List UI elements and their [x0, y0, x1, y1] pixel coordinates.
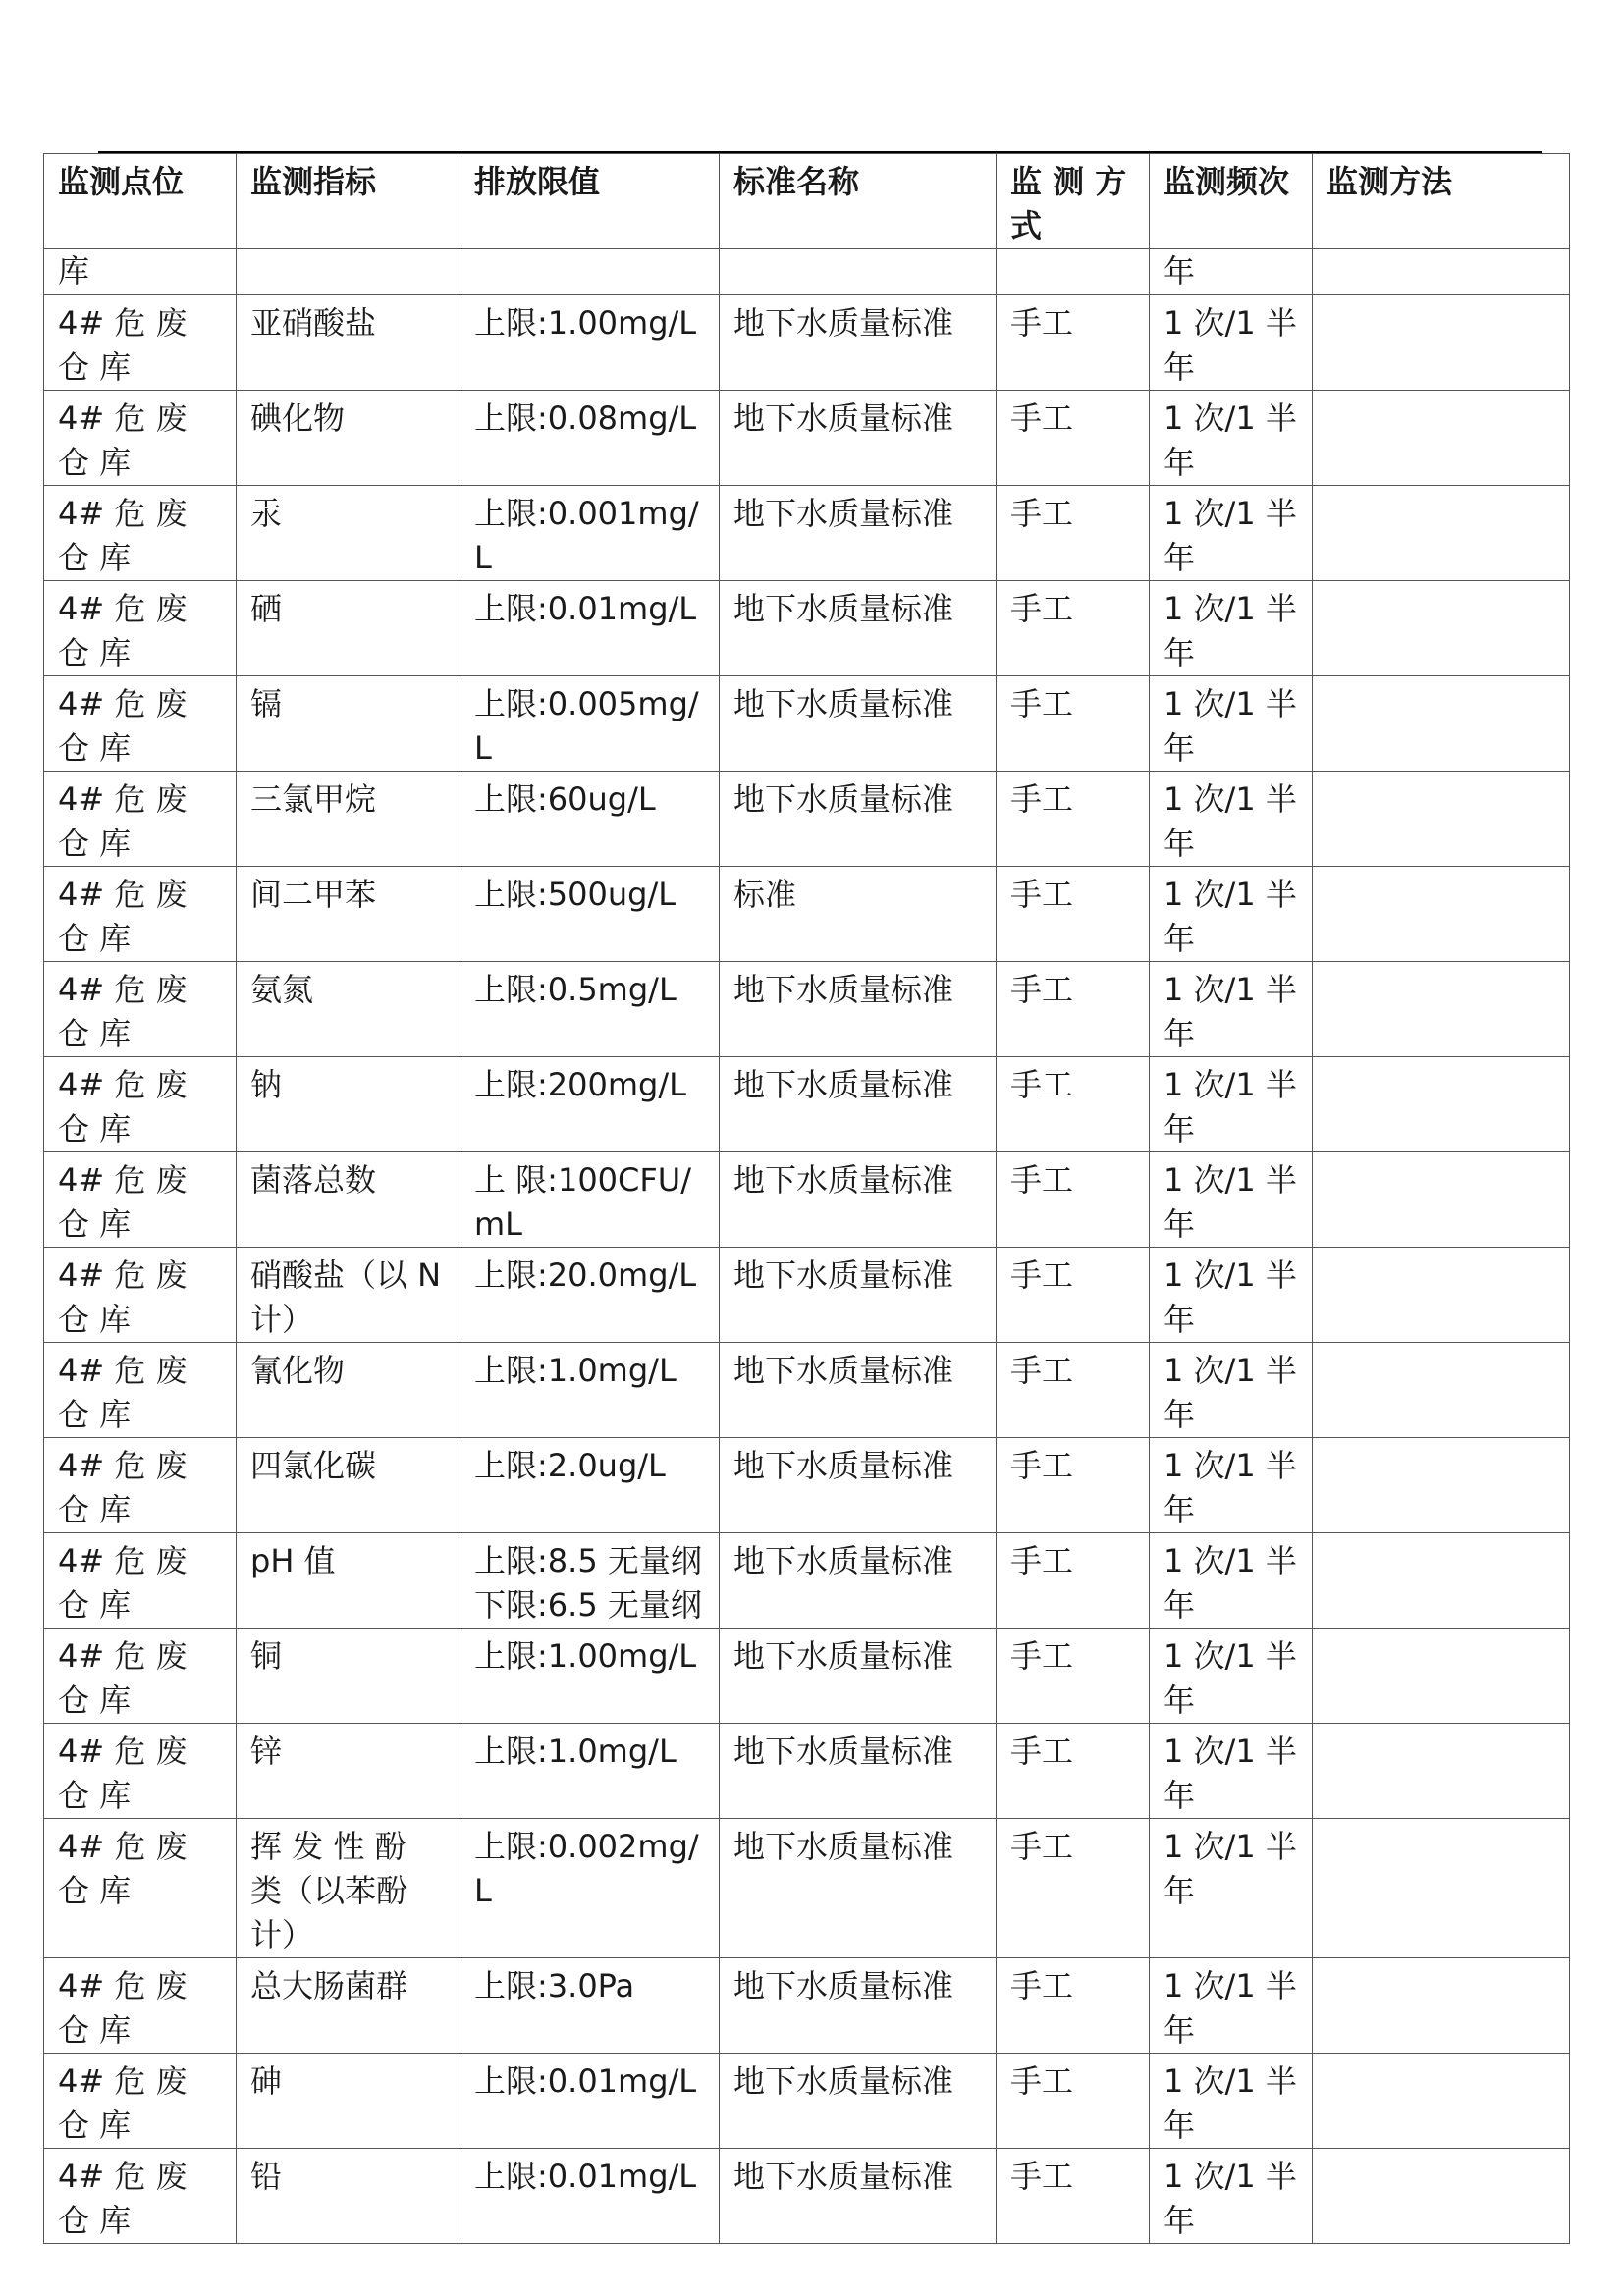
table-row [44, 1533, 1570, 1629]
cell-standard: 地下水质量标准 [720, 486, 997, 581]
cell-limit: 上限:0.002mg/L [460, 1819, 720, 1958]
cell-limit: 上限:0.001mg/L [460, 486, 720, 581]
cell-method-type: 手工 [997, 2149, 1150, 2244]
cell-indicator: 锌 [237, 1724, 460, 1819]
cell-location: 4# 危 废 仓 库 [44, 1438, 237, 1533]
cell-method-type: 手工 [997, 1958, 1150, 2054]
cell-method [1313, 249, 1570, 295]
cell-indicator: 汞 [237, 486, 460, 581]
table-row [44, 1819, 1570, 1958]
cell-method-type: 手工 [997, 1724, 1150, 1819]
table-row [44, 1248, 1570, 1343]
table-row [44, 1057, 1570, 1152]
table-row [44, 1152, 1570, 1248]
cell-indicator: 砷 [237, 2054, 460, 2149]
cell-limit: 上限:1.00mg/L [460, 1629, 720, 1724]
cell-method [1313, 2149, 1570, 2244]
table-row [44, 581, 1570, 676]
table-row [44, 2054, 1570, 2149]
cell-method [1313, 772, 1570, 867]
cell-location: 4# 危 废 仓 库 [44, 1958, 237, 2054]
table-row [44, 867, 1570, 962]
cell-method-type: 手工 [997, 1533, 1150, 1629]
cell-method-type: 手工 [997, 1152, 1150, 1248]
cell-standard: 地下水质量标准 [720, 581, 997, 676]
cell-method [1313, 1343, 1570, 1438]
cell-standard: 地下水质量标准 [720, 295, 997, 391]
cell-limit: 上限:20.0mg/L [460, 1248, 720, 1343]
cell-frequency: 1 次/1 半年 [1150, 676, 1313, 772]
cell-frequency: 1 次/1 半年 [1150, 581, 1313, 676]
cell-frequency: 1 次/1 半年 [1150, 1958, 1313, 2054]
cell-indicator [237, 249, 460, 295]
table-row [44, 1438, 1570, 1533]
cell-frequency: 1 次/1 半年 [1150, 1057, 1313, 1152]
cell-location: 4# 危 废 仓 库 [44, 1724, 237, 1819]
cell-limit: 上限:0.01mg/L [460, 2054, 720, 2149]
cell-frequency: 1 次/1 半年 [1150, 1152, 1313, 1248]
cell-limit: 上限:0.005mg/L [460, 676, 720, 772]
cell-standard: 地下水质量标准 [720, 676, 997, 772]
cell-standard: 地下水质量标准 [720, 962, 997, 1057]
cell-limit [460, 249, 720, 295]
cell-frequency: 1 次/1 半年 [1150, 867, 1313, 962]
header-frequency: 监测频次 [1150, 154, 1313, 249]
cell-method [1313, 676, 1570, 772]
cell-indicator: 氰化物 [237, 1343, 460, 1438]
cell-location: 4# 危 废 仓 库 [44, 867, 237, 962]
cell-indicator: 亚硝酸盐 [237, 295, 460, 391]
monitoring-table [43, 153, 1570, 2244]
cell-standard [720, 249, 997, 295]
table-row [44, 676, 1570, 772]
cell-indicator: 挥 发 性 酚 类（以苯酚计） [237, 1819, 460, 1958]
cell-frequency: 1 次/1 半年 [1150, 1533, 1313, 1629]
cell-method-type: 手工 [997, 676, 1150, 772]
cell-indicator: 钠 [237, 1057, 460, 1152]
cell-frequency: 1 次/1 半年 [1150, 1248, 1313, 1343]
cell-indicator: 硒 [237, 581, 460, 676]
table-row [44, 772, 1570, 867]
cell-method [1313, 1533, 1570, 1629]
cell-frequency: 1 次/1 半年 [1150, 295, 1313, 391]
cell-standard: 地下水质量标准 [720, 2149, 997, 2244]
cell-method [1313, 1958, 1570, 2054]
header-standard: 标准名称 [720, 154, 997, 249]
cell-location: 4# 危 废 仓 库 [44, 391, 237, 486]
cell-method-type: 手工 [997, 962, 1150, 1057]
cell-method-type [997, 249, 1150, 295]
table-row [44, 2149, 1570, 2244]
cell-limit: 上限:1.0mg/L [460, 1343, 720, 1438]
cell-indicator: 菌落总数 [237, 1152, 460, 1248]
cell-frequency: 年 [1150, 249, 1313, 295]
cell-method [1313, 391, 1570, 486]
cell-limit: 上限:3.0Pa [460, 1958, 720, 2054]
cell-location: 库 [44, 249, 237, 295]
cell-indicator: 碘化物 [237, 391, 460, 486]
cell-standard: 地下水质量标准 [720, 1438, 997, 1533]
cell-frequency: 1 次/1 半年 [1150, 391, 1313, 486]
header-location: 监测点位 [44, 154, 237, 249]
cell-indicator: 间二甲苯 [237, 867, 460, 962]
cell-method-type: 手工 [997, 1343, 1150, 1438]
cell-frequency: 1 次/1 半年 [1150, 1819, 1313, 1958]
cell-location: 4# 危 废 仓 库 [44, 2054, 237, 2149]
table-header-row [44, 154, 1570, 249]
cell-standard: 地下水质量标准 [720, 1724, 997, 1819]
cell-limit: 上限:8.5 无量纲 下限:6.5 无量纲 [460, 1533, 720, 1629]
cell-method-type: 手工 [997, 581, 1150, 676]
cell-method [1313, 1152, 1570, 1248]
cell-indicator: 铜 [237, 1629, 460, 1724]
cell-method [1313, 581, 1570, 676]
cell-location: 4# 危 废 仓 库 [44, 1057, 237, 1152]
table-row [44, 1629, 1570, 1724]
table-row [44, 1343, 1570, 1438]
cell-method [1313, 1057, 1570, 1152]
cell-limit: 上限:1.0mg/L [460, 1724, 720, 1819]
cell-method [1313, 1438, 1570, 1533]
cell-standard: 标准 [720, 867, 997, 962]
cell-standard: 地下水质量标准 [720, 1057, 997, 1152]
cell-limit: 上限:200mg/L [460, 1057, 720, 1152]
cell-method-type: 手工 [997, 1057, 1150, 1152]
cell-location: 4# 危 废 仓 库 [44, 1343, 237, 1438]
cell-method [1313, 1819, 1570, 1958]
cell-method [1313, 867, 1570, 962]
cell-location: 4# 危 废 仓 库 [44, 581, 237, 676]
cell-location: 4# 危 废 仓 库 [44, 486, 237, 581]
cell-method-type: 手工 [997, 1438, 1150, 1533]
cell-standard: 地下水质量标准 [720, 1248, 997, 1343]
cell-method-type: 手工 [997, 391, 1150, 486]
cell-frequency: 1 次/1 半年 [1150, 772, 1313, 867]
cell-standard: 地下水质量标准 [720, 1819, 997, 1958]
cell-frequency: 1 次/1 半年 [1150, 1343, 1313, 1438]
continuation-row [44, 249, 1570, 295]
cell-frequency: 1 次/1 半年 [1150, 2149, 1313, 2244]
cell-indicator: 四氯化碳 [237, 1438, 460, 1533]
cell-limit: 上限:0.5mg/L [460, 962, 720, 1057]
cell-location: 4# 危 废 仓 库 [44, 295, 237, 391]
cell-standard: 地下水质量标准 [720, 1958, 997, 2054]
cell-standard: 地下水质量标准 [720, 2054, 997, 2149]
table-row [44, 1724, 1570, 1819]
cell-indicator: 氨氮 [237, 962, 460, 1057]
header-indicator: 监测指标 [237, 154, 460, 249]
cell-location: 4# 危 废 仓 库 [44, 962, 237, 1057]
cell-frequency: 1 次/1 半年 [1150, 962, 1313, 1057]
cell-location: 4# 危 废 仓 库 [44, 1248, 237, 1343]
cell-method [1313, 1629, 1570, 1724]
cell-standard: 地下水质量标准 [720, 1629, 997, 1724]
cell-frequency: 1 次/1 半年 [1150, 2054, 1313, 2149]
header-method: 监测方法 [1313, 154, 1570, 249]
cell-indicator: pH 值 [237, 1533, 460, 1629]
cell-limit: 上限:1.00mg/L [460, 295, 720, 391]
cell-limit: 上限:0.01mg/L [460, 581, 720, 676]
cell-location: 4# 危 废 仓 库 [44, 676, 237, 772]
cell-limit: 上 限:100CFU/mL [460, 1152, 720, 1248]
cell-standard: 地下水质量标准 [720, 772, 997, 867]
cell-method [1313, 962, 1570, 1057]
cell-standard: 地下水质量标准 [720, 1533, 997, 1629]
cell-standard: 地下水质量标准 [720, 1152, 997, 1248]
cell-indicator: 三氯甲烷 [237, 772, 460, 867]
cell-method-type: 手工 [997, 867, 1150, 962]
cell-method-type: 手工 [997, 2054, 1150, 2149]
cell-limit: 上限:500ug/L [460, 867, 720, 962]
cell-method [1313, 486, 1570, 581]
cell-limit: 上限:0.08mg/L [460, 391, 720, 486]
cell-indicator: 铅 [237, 2149, 460, 2244]
cell-method [1313, 2054, 1570, 2149]
cell-standard: 地下水质量标准 [720, 1343, 997, 1438]
cell-frequency: 1 次/1 半年 [1150, 1438, 1313, 1533]
cell-location: 4# 危 废 仓 库 [44, 772, 237, 867]
table-row [44, 1958, 1570, 2054]
cell-method-type: 手工 [997, 1819, 1150, 1958]
cell-location: 4# 危 废 仓 库 [44, 2149, 237, 2244]
cell-location: 4# 危 废 仓 库 [44, 1152, 237, 1248]
cell-method-type: 手工 [997, 1629, 1150, 1724]
header-method-type: 监 测 方 式 [997, 154, 1150, 249]
cell-frequency: 1 次/1 半年 [1150, 1724, 1313, 1819]
cell-location: 4# 危 废 仓 库 [44, 1819, 237, 1958]
cell-indicator: 镉 [237, 676, 460, 772]
table-row [44, 486, 1570, 581]
table-row [44, 295, 1570, 391]
table-row [44, 391, 1570, 486]
cell-method-type: 手工 [997, 486, 1150, 581]
cell-method [1313, 1248, 1570, 1343]
header-limit: 排放限值 [460, 154, 720, 249]
cell-location: 4# 危 废 仓 库 [44, 1629, 237, 1724]
cell-standard: 地下水质量标准 [720, 391, 997, 486]
cell-method [1313, 1724, 1570, 1819]
table-row [44, 962, 1570, 1057]
cell-indicator: 总大肠菌群 [237, 1958, 460, 2054]
cell-limit: 上限:60ug/L [460, 772, 720, 867]
cell-frequency: 1 次/1 半年 [1150, 1629, 1313, 1724]
cell-frequency: 1 次/1 半年 [1150, 486, 1313, 581]
cell-indicator: 硝酸盐（以 N 计） [237, 1248, 460, 1343]
cell-method-type: 手工 [997, 295, 1150, 391]
cell-method [1313, 295, 1570, 391]
cell-method-type: 手工 [997, 1248, 1150, 1343]
cell-limit: 上限:0.01mg/L [460, 2149, 720, 2244]
cell-limit: 上限:2.0ug/L [460, 1438, 720, 1533]
cell-location: 4# 危 废 仓 库 [44, 1533, 237, 1629]
cell-method-type: 手工 [997, 772, 1150, 867]
